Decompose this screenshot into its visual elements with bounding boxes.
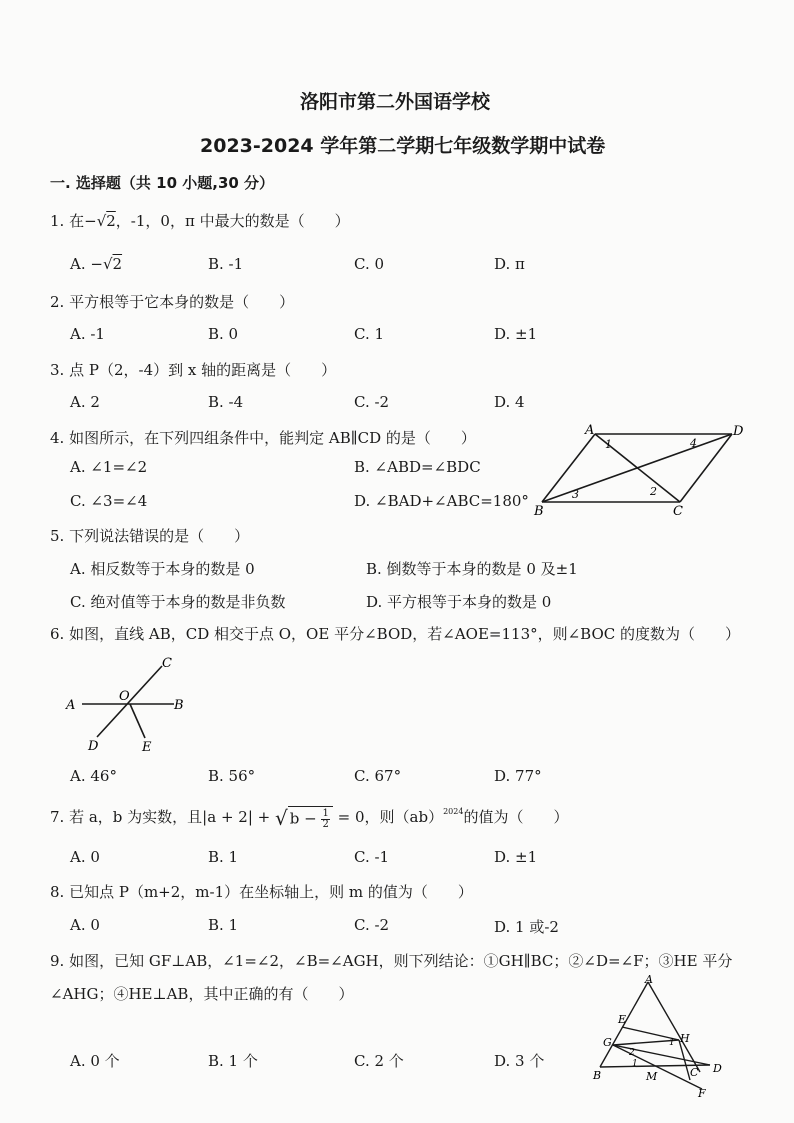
school-title: 洛阳市第二外国语学校 xyxy=(300,91,491,113)
sqrt-radicand: 2 xyxy=(112,255,123,273)
figure-label: O xyxy=(119,689,130,704)
q3-option-d[interactable]: D. 4 xyxy=(494,393,525,411)
question-number: 5. xyxy=(50,527,65,545)
angle-label: 2 xyxy=(650,485,657,498)
fraction xyxy=(321,809,329,830)
q4-parallelogram-figure xyxy=(530,418,750,518)
figure-label: E xyxy=(618,1013,627,1026)
diagonal-bd xyxy=(542,434,732,502)
figure-label: B xyxy=(174,698,184,713)
q7-option-d[interactable]: D. ±1 xyxy=(494,848,538,866)
q5-option-c[interactable]: C. 绝对值等于本身的数是非负数 xyxy=(70,593,286,611)
angle-label: 1 xyxy=(632,1059,638,1069)
figure-label: A xyxy=(585,423,595,438)
q8-option-c[interactable]: C. -2 xyxy=(354,916,390,934)
q1-option-b[interactable]: B. -1 xyxy=(208,255,244,273)
q7-option-b[interactable]: B. 1 xyxy=(208,848,239,866)
question-number: 8. xyxy=(50,883,65,901)
fraction-numerator: 1 xyxy=(322,808,329,819)
minus-sign: − xyxy=(84,212,97,230)
q1-option-c[interactable]: C. 0 xyxy=(354,255,385,273)
sqrt-inner: b − xyxy=(289,809,317,828)
q9-option-b[interactable]: B. 1 个 xyxy=(208,1052,258,1070)
exponent: 2024 xyxy=(443,807,464,816)
q4-option-b[interactable]: B. ∠ABD=∠BDC xyxy=(354,458,481,476)
q6-option-a[interactable]: A. 46° xyxy=(70,767,117,785)
q7-option-c[interactable]: C. -1 xyxy=(354,848,390,866)
question-number: 7. xyxy=(50,808,65,826)
angle-label: 4 xyxy=(690,437,697,450)
question-number: 3. xyxy=(50,361,65,379)
question-5-stem xyxy=(50,525,249,546)
question-1-stem xyxy=(50,210,350,231)
angle-label: 1 xyxy=(669,1038,675,1048)
q9-option-c[interactable]: C. 2 个 xyxy=(354,1052,404,1070)
figure-label: D xyxy=(733,424,744,439)
question-9-stem-line2: ∠AHG；④HE⊥AB，其中正确的有（ ） xyxy=(50,985,354,1003)
q1-option-d[interactable]: D. π xyxy=(494,255,525,273)
q8-option-b[interactable]: B. 1 xyxy=(208,916,239,934)
figure-label: A xyxy=(645,973,653,986)
q6-option-c[interactable]: C. 67° xyxy=(354,767,402,785)
segment-ac xyxy=(648,982,700,1072)
sqrt-symbol: √ xyxy=(275,806,288,830)
question-3-stem xyxy=(50,359,336,380)
question-2-stem xyxy=(50,291,294,312)
q2-option-d[interactable]: D. ±1 xyxy=(494,325,538,343)
figure-label: F xyxy=(698,1087,706,1100)
angle-label: 2 xyxy=(629,1048,635,1058)
figure-label: C xyxy=(162,656,172,671)
segment-gd xyxy=(613,1045,710,1065)
section-heading: 一. 选择题（共 10 小题,30 分） xyxy=(50,174,275,192)
q4-option-a[interactable]: A. ∠1=∠2 xyxy=(70,458,148,476)
figure-label: H xyxy=(680,1032,690,1045)
q8-option-d[interactable]: D. 1 或-2 xyxy=(494,918,559,936)
question-7-stem xyxy=(50,806,568,830)
question-6-stem xyxy=(50,623,740,644)
question-number: 2. xyxy=(50,293,65,311)
stem-text: 已知点 P（m+2，m-1）在坐标轴上，则 m 的值为（ ） xyxy=(69,883,473,901)
question-4-stem xyxy=(50,427,476,448)
q3-option-a[interactable]: A. 2 xyxy=(70,393,100,411)
question-number: 9. xyxy=(50,952,65,970)
q9-option-a[interactable]: A. 0 个 xyxy=(70,1052,120,1070)
stem-text: 在 xyxy=(69,212,85,230)
stem-text: 若 a，b 为实数，且|a + 2| + xyxy=(69,808,271,826)
figure-label: C xyxy=(673,504,683,518)
angle-label: 3 xyxy=(572,488,579,501)
question-8-stem xyxy=(50,881,473,902)
stem-text: 下列说法错误的是（ ） xyxy=(69,527,250,545)
q9-triangle-figure xyxy=(585,972,745,1100)
q9-option-d[interactable]: D. 3 个 xyxy=(494,1052,545,1070)
question-number: 4. xyxy=(50,429,65,447)
q5-option-d[interactable]: D. 平方根等于本身的数是 0 xyxy=(366,593,552,611)
q6-intersecting-lines-figure xyxy=(62,652,202,757)
stem-text: ，-1，0，π 中最大的数是（ ） xyxy=(115,212,350,230)
q6-option-b[interactable]: B. 56° xyxy=(208,767,256,785)
figure-label: A xyxy=(66,698,76,713)
angle-label: 1 xyxy=(605,438,612,451)
figure-label: M xyxy=(646,1070,658,1083)
exam-title: 2023-2024 学年第二学期七年级数学期中试卷 xyxy=(200,135,606,157)
stem-text: 如图，已知 GF⊥AB，∠1=∠2，∠B=∠AGH，则下列结论：①GH∥BC；②∠D=∠F；③HE 平分 xyxy=(69,952,733,970)
stem-text: 如图所示，在下列四组条件中，能判定 AB∥CD 的是（ ） xyxy=(69,429,476,447)
minus-sign: − xyxy=(90,255,103,273)
ray-oe xyxy=(130,704,145,738)
q3-option-b[interactable]: B. -4 xyxy=(208,393,244,411)
sqrt-symbol: √ xyxy=(96,212,107,230)
figure-label: G xyxy=(603,1036,612,1049)
sqrt-radicand: 2 xyxy=(106,212,116,230)
q8-option-a[interactable]: A. 0 xyxy=(70,916,100,934)
stem-text: 如图，直线 AB，CD 相交于点 O，OE 平分∠BOD，若∠AOE=113°，则∠BOC 的度数为（ ） xyxy=(69,625,741,643)
stem-text: = 0，则（ab） xyxy=(337,808,444,826)
q2-option-a[interactable]: A. -1 xyxy=(70,325,105,343)
q4-option-d[interactable]: D. ∠BAD+∠ABC=180° xyxy=(354,492,529,510)
q2-option-c[interactable]: C. 1 xyxy=(354,325,385,343)
segment-dc xyxy=(680,434,732,502)
q7-option-a[interactable]: A. 0 xyxy=(70,848,100,866)
sqrt-symbol: √ xyxy=(102,255,113,273)
q1-option-a[interactable] xyxy=(70,255,122,273)
q6-option-d[interactable]: D. 77° xyxy=(494,767,542,785)
q3-option-c[interactable]: C. -2 xyxy=(354,393,390,411)
option-label: A. xyxy=(70,255,91,273)
figure-label: B xyxy=(593,1069,602,1082)
q2-option-b[interactable]: B. 0 xyxy=(208,325,239,343)
figure-label: E xyxy=(142,740,152,755)
q4-option-c[interactable]: C. ∠3=∠4 xyxy=(70,492,148,510)
sqrt-expression xyxy=(288,806,333,830)
fraction-denominator: 2 xyxy=(322,819,329,830)
q5-option-b[interactable]: B. 倒数等于本身的数是 0 及±1 xyxy=(366,560,578,578)
figure-label: C xyxy=(690,1066,699,1079)
q5-option-a[interactable]: A. 相反数等于本身的数是 0 xyxy=(70,560,255,578)
question-number: 6. xyxy=(50,625,65,643)
stem-text: 平方根等于它本身的数是（ ） xyxy=(69,293,295,311)
figure-label: D xyxy=(713,1062,722,1075)
stem-text: 的值为（ ） xyxy=(463,808,569,826)
question-9-stem-line1 xyxy=(50,950,732,971)
question-number: 1. xyxy=(50,212,65,230)
figure-label: B xyxy=(534,504,544,518)
figure-label: D xyxy=(88,739,99,754)
stem-text: 点 P（2，-4）到 x 轴的距离是（ ） xyxy=(69,361,337,379)
